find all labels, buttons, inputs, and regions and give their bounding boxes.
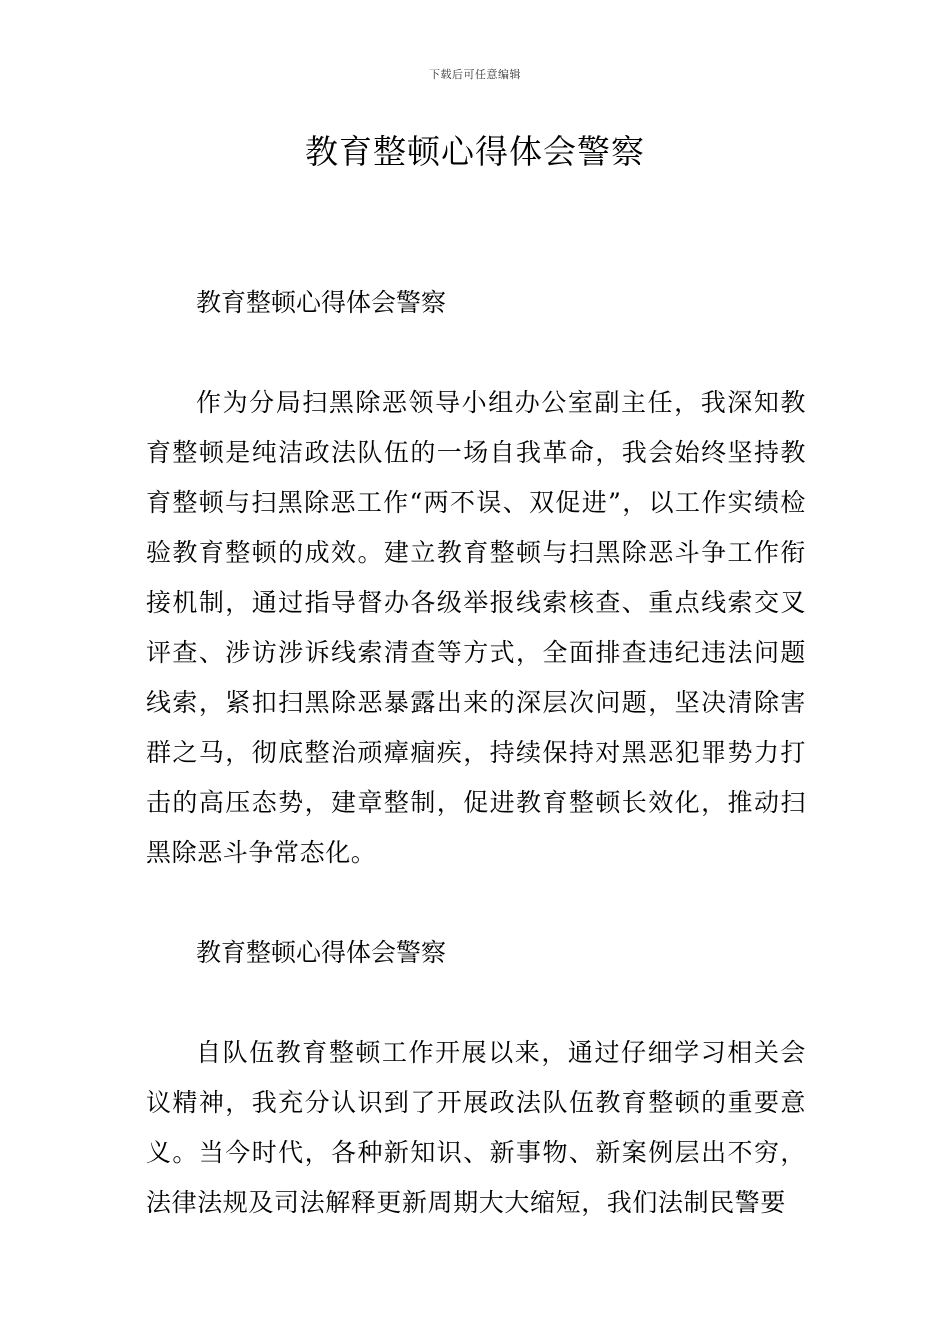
section-heading: 教育整顿心得体会警察	[196, 288, 447, 317]
section-heading: 教育整顿心得体会警察	[196, 938, 447, 967]
header-note: 下载后可任意编辑	[429, 68, 521, 81]
section-paragraph: 作为分局扫黑除恶领导小组办公室副主任，我深知教育整顿是纯洁政法队伍的一场自我革命，我会始终坚持教育整顿与扫黑除恶工作“两不误、双促进”，以工作实绩检验教育整顿的成效。建立教育整顿与扫黑除恶斗争工作衔接机制，通过指导督办各级举报线索核查、重点线索交叉评查、涉访涉诉线索清查等方式，全面排查违纪违法问题线索，紧扣扫黑除恶暴露出来的深层次问题，坚决清除害群之马，彻底整治顽瘴痼疾，持续保持对黑恶犯罪势力打击的高压态势，建章整制，促进教育整顿长效化，推动扫黑除恶斗争常态化。	[146, 388, 806, 867]
spacer	[146, 878, 806, 928]
spacer	[146, 328, 806, 378]
spacer	[146, 978, 806, 1028]
document-body	[146, 278, 806, 1228]
document-title: 教育整顿心得体会警察	[305, 132, 645, 171]
section-paragraph: 自队伍教育整顿工作开展以来，通过仔细学习相关会议精神，我充分认识到了开展政法队伍教育整顿的重要意义。当今时代，各种新知识、新事物、新案例层出不穷，法律法规及司法解释更新周期大大缩短，我们法制民警要	[146, 1038, 806, 1217]
